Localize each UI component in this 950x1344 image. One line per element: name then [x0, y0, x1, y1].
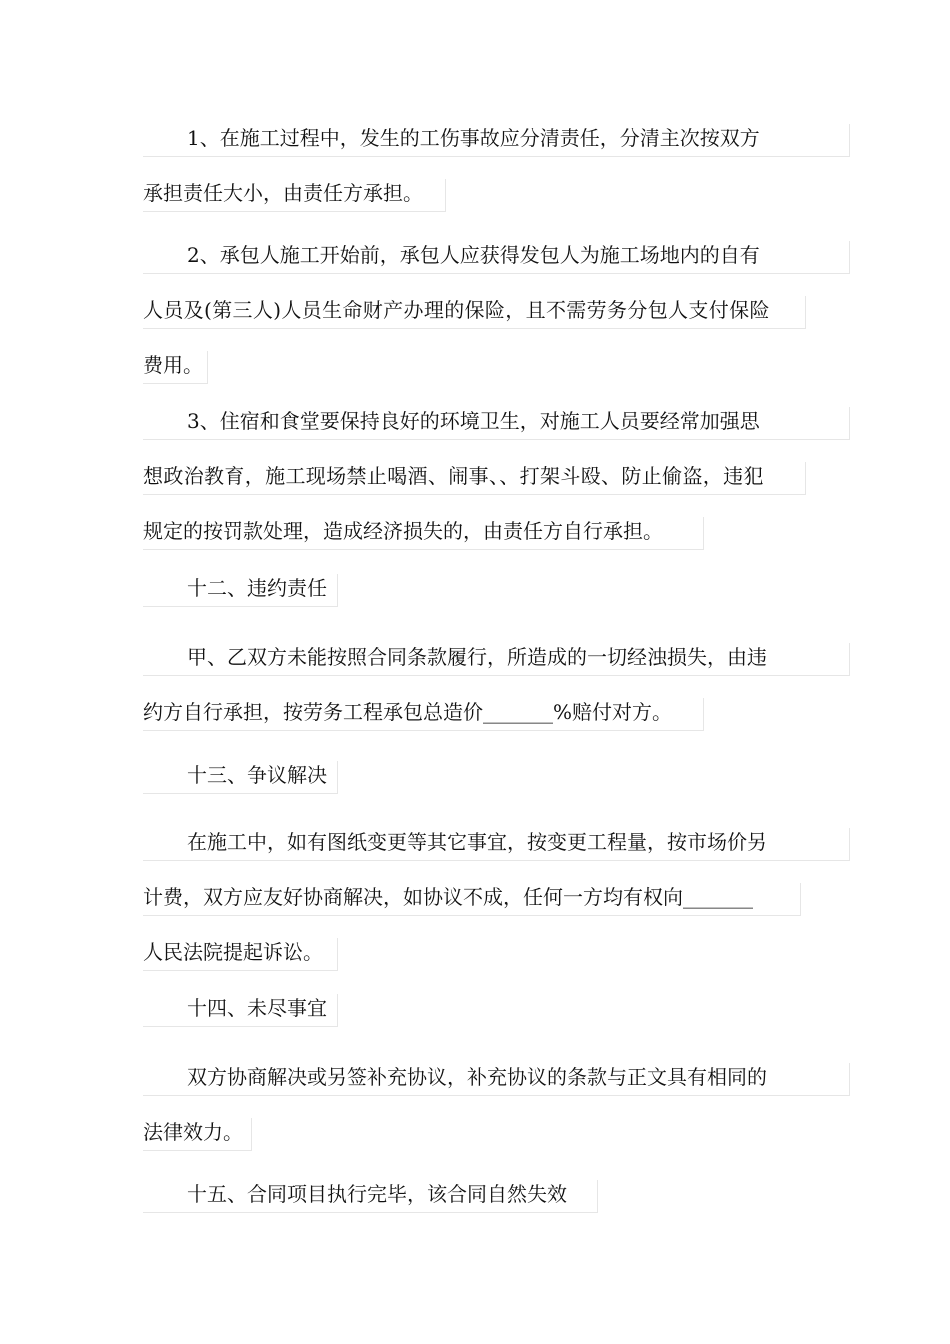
text-line: 费用。 [143, 351, 208, 384]
text-line: 1、在施工过程中，发生的工伤事故应分清责任，分清主次按双方 [143, 124, 850, 157]
section-heading: 十二、违约责任 [143, 574, 338, 607]
paragraph-supplement [143, 1063, 850, 1151]
text-line: 规定的按罚款处理，造成经济损失的，由责任方自行承担。 [143, 517, 704, 550]
heading-dispute-resolution [143, 761, 338, 794]
text-line: 2、承包人施工开始前，承包人应获得发包人为施工场地内的自有 [143, 241, 850, 274]
paragraph-hygiene [143, 407, 850, 550]
text-line: 人民法院提起诉讼。 [143, 938, 338, 971]
paragraph-injury-liability [143, 124, 850, 212]
paragraph-breach [143, 643, 850, 731]
text-line: 承担责任大小，由责任方承担。 [143, 179, 446, 212]
heading-breach-liability [143, 574, 338, 607]
text-line: 约方自行承担，按劳务工程承包总造价_______%赔付对方。 [143, 698, 704, 731]
section-heading: 十四、未尽事宜 [143, 994, 338, 1027]
heading-contract-completion [143, 1180, 598, 1213]
text-line: 计费，双方应友好协商解决，如协议不成，任何一方均有权向_______ [143, 883, 801, 916]
text-line: 法律效力。 [143, 1118, 252, 1151]
text-line: 想政治教育，施工现场禁止喝酒、闹事、、打架斗殴、防止偷盗，违犯 [143, 462, 806, 495]
text-line: 3、住宿和食堂要保持良好的环境卫生，对施工人员要经常加强思 [143, 407, 850, 440]
paragraph-insurance [143, 241, 850, 384]
paragraph-dispute [143, 828, 850, 971]
heading-other-matters [143, 994, 338, 1027]
text-line: 甲、乙双方未能按照合同条款履行，所造成的一切经浊损失，由违 [143, 643, 850, 676]
section-heading: 十五、合同项目执行完毕，该合同自然失效 [143, 1180, 598, 1213]
text-line: 人员及(第三人)人员生命财产办理的保险，且不需劳务分包人支付保险 [143, 296, 806, 329]
section-heading: 十三、争议解决 [143, 761, 338, 794]
text-line: 双方协商解决或另签补充协议，补充协议的条款与正文具有相同的 [143, 1063, 850, 1096]
text-line: 在施工中，如有图纸变更等其它事宜，按变更工程量，按市场价另 [143, 828, 850, 861]
